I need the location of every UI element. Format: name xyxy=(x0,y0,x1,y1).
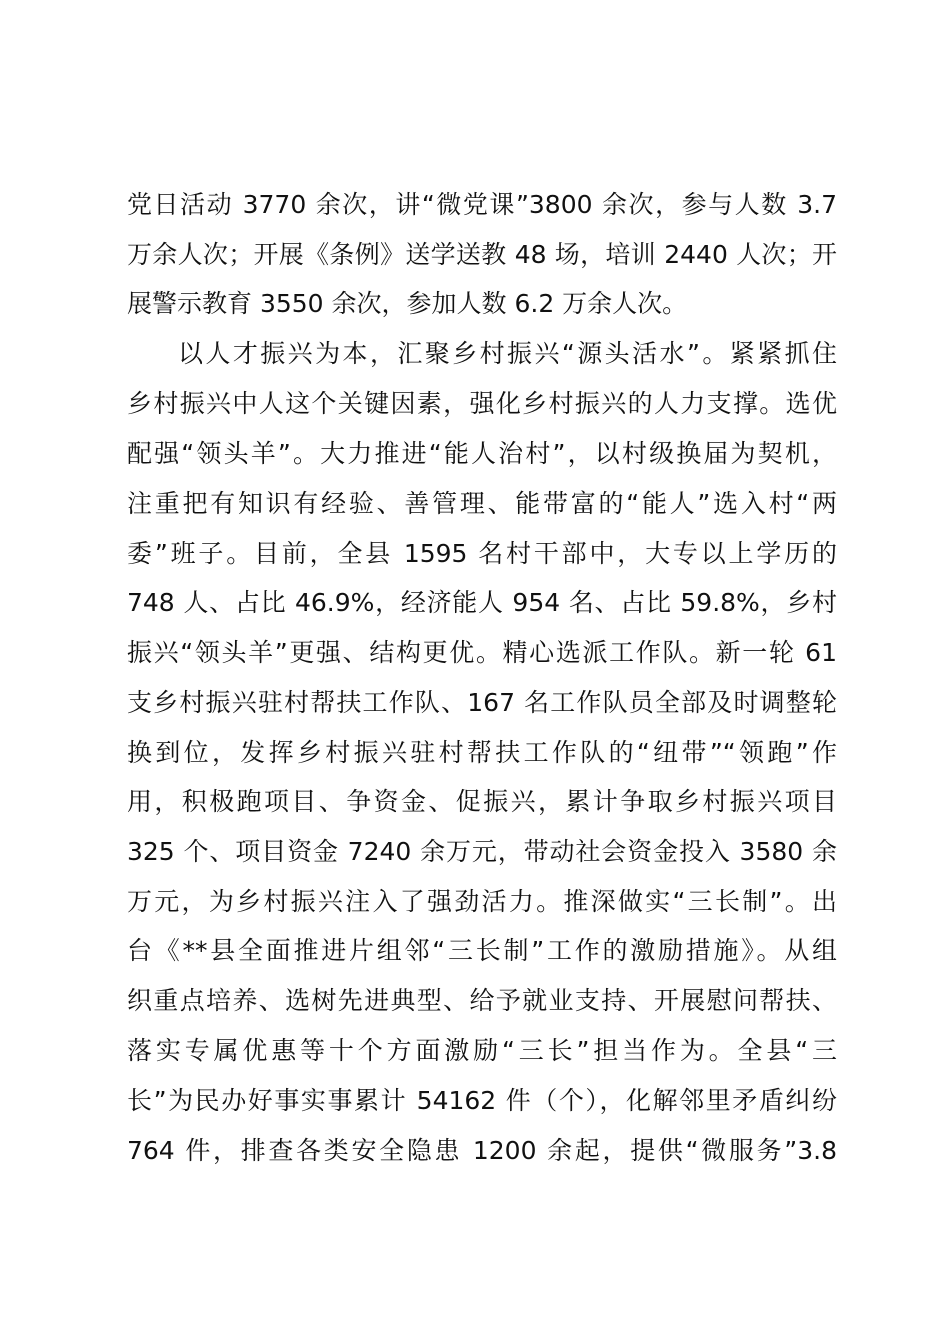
text-line: 万元，为乡村振兴注入了强劲活力。推深做实“三长制”。出 xyxy=(127,887,837,916)
text-line: 乡村振兴中人这个关键因素，强化乡村振兴的人力支撑。选优 xyxy=(127,389,837,418)
text-line: 以人才振兴为本，汇聚乡村振兴“源头活水”。紧紧抓住 xyxy=(178,339,837,368)
text-line: 落实专属优惠等十个方面激励“三长”担当作为。全县“三 xyxy=(127,1036,837,1065)
text-line: 台《**县全面推进片组邻“三长制”工作的激励措施》。从组 xyxy=(127,936,837,965)
text-line: 支乡村振兴驻村帮扶工作队、167 名工作队员全部及时调整轮 xyxy=(127,688,837,717)
text-line: 配强“领头羊”。大力推进“能人治村”，以村级换届为契机， xyxy=(127,439,837,468)
text-line: 764 件，排查各类安全隐患 1200 余起，提供“微服务”3.8 xyxy=(127,1136,837,1165)
text-line: 党日活动 3770 余次，讲“微党课”3800 余次，参与人数 3.7 xyxy=(127,190,837,219)
text-line: 换到位，发挥乡村振兴驻村帮扶工作队的“纽带”“领跑”作 xyxy=(127,738,837,767)
text-line: 万余人次；开展《条例》送学送教 48 场，培训 2440 人次；开 xyxy=(127,240,837,269)
text-line: 长”为民办好事实事累计 54162 件（个），化解邻里矛盾纠纷 xyxy=(127,1086,837,1115)
text-line: 用，积极跑项目、争资金、促振兴，累计争取乡村振兴项目 xyxy=(127,787,837,816)
text-line: 注重把有知识有经验、善管理、能带富的“能人”选入村“两 xyxy=(127,489,837,518)
text-line: 振兴“领头羊”更强、结构更优。精心选派工作队。新一轮 61 xyxy=(127,638,837,667)
text-line: 织重点培养、选树先进典型、给予就业支持、开展慰问帮扶、 xyxy=(127,986,837,1015)
text-line: 委”班子。目前，全县 1595 名村干部中，大专以上学历的 xyxy=(127,539,837,568)
text-line: 325 个、项目资金 7240 余万元，带动社会资金投入 3580 余 xyxy=(127,837,837,866)
text-line: 展警示教育 3550 余次，参加人数 6.2 万余人次。 xyxy=(127,289,688,318)
text-line: 748 人、占比 46.9%，经济能人 954 名、占比 59.8%，乡村 xyxy=(127,588,837,617)
